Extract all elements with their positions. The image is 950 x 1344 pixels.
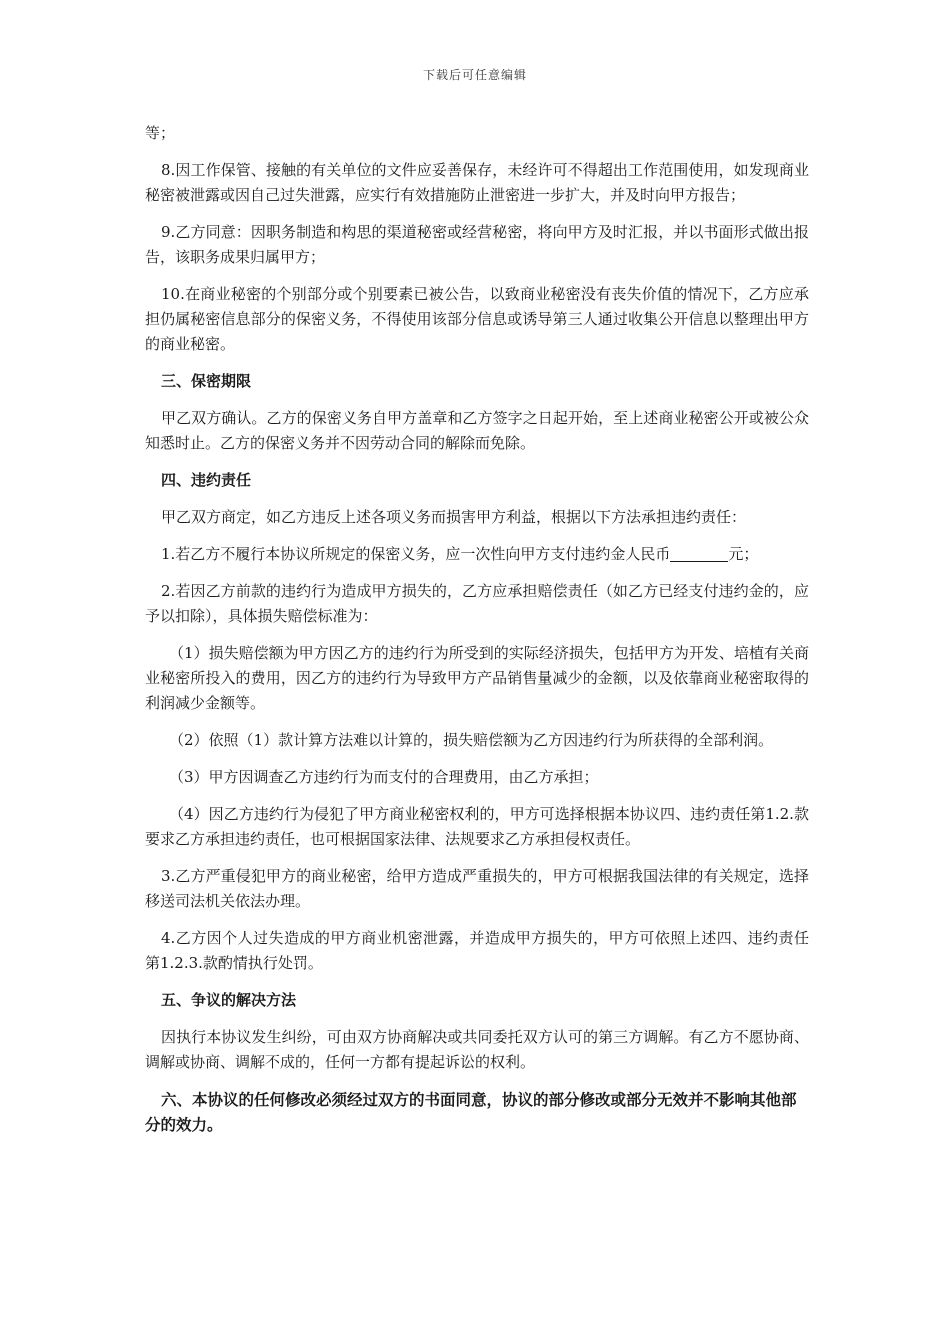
section-heading-confidentiality-period: 三、保密期限 — [161, 372, 252, 390]
document-body — [145, 121, 809, 1149]
breach-item-1-unit: 元； — [728, 545, 759, 563]
section-heading-amendments: 六、本协议的任何修改必须经过双方的书面同意，协议的部分修改或部分无效并不影响其他部分的效力。 — [145, 1090, 797, 1134]
clause-9: 9.乙方同意：因职务制造和构思的渠道秘密或经营秘密，将向甲方及时汇报，并以书面形式做出报告，该职务成果归属甲方； — [145, 223, 809, 266]
clause-8: 8.因工作保管、接触的有关单位的文件应妥善保存，未经许可不得超出工作范围使用，如发现商业秘密被泄露或因自己过失泄露，应实行有效措施防止泄密进一步扩大，并及时向甲方报告； — [145, 161, 809, 204]
breach-item-1 — [145, 542, 809, 567]
section-heading-dispute-resolution: 五、争议的解决方法 — [161, 991, 297, 1009]
breach-item-1-text: 1.若乙方不履行本协议所规定的保密义务，应一次性向甲方支付违约金人民币 — [161, 545, 671, 563]
clause-10: 10.在商业秘密的个别部分或个别要素已被公告，以致商业秘密没有丧失价值的情况下，乙方应承担仍属秘密信息部分的保密义务，不得使用该部分信息或诱导第三人通过收集公开信息以整理出甲方的商业秘密。 — [145, 285, 809, 353]
paragraph-continuation: 等； — [145, 124, 176, 142]
section-heading-breach-liability: 四、违约责任 — [161, 471, 252, 489]
breach-intro: 甲乙双方商定，如乙方违反上述各项义务而损害甲方利益，根据以下方法承担违约责任： — [161, 508, 747, 526]
breach-item-3: 3.乙方严重侵犯甲方的商业秘密，给甲方造成严重损失的，甲方可根据我国法律的有关规定，选择移送司法机关依法办理。 — [145, 867, 809, 910]
compensation-item-4: （4）因乙方违约行为侵犯了甲方商业秘密权利的，甲方可选择根据本协议四、违约责任第1.2.款要求乙方承担违约责任，也可根据国家法律、法规要求乙方承担侵权责任。 — [145, 805, 809, 848]
amount-blank-field — [670, 545, 728, 562]
page-header-note: 下载后可任意编辑 — [422, 68, 527, 82]
compensation-item-2: （2）依照（1）款计算方法难以计算的，损失赔偿额为乙方因违约行为所获得的全部利润。 — [169, 731, 774, 749]
compensation-item-3: （3）甲方因调查乙方违约行为而支付的合理费用，由乙方承担； — [169, 768, 599, 786]
dispute-resolution-text: 因执行本协议发生纠纷，可由双方协商解决或共同委托双方认可的第三方调解。有乙方不愿协商、调解或协商、调解不成的，任何一方都有提起诉讼的权利。 — [145, 1028, 809, 1071]
confidentiality-period-text: 甲乙双方确认。乙方的保密义务自甲方盖章和乙方签字之日起开始，至上述商业秘密公开或被公众知悉时止。乙方的保密义务并不因劳动合同的解除而免除。 — [145, 409, 809, 452]
breach-item-4: 4.乙方因个人过失造成的甲方商业机密泄露，并造成甲方损失的，甲方可依照上述四、违约责任 第1.2.3.款酌情执行处罚。 — [145, 929, 809, 972]
breach-item-2: 2.若因乙方前款的违约行为造成甲方损失的，乙方应承担赔偿责任（如乙方已经支付违约金的，应予以扣除），具体损失赔偿标准为： — [145, 582, 809, 625]
compensation-item-1: （1）损失赔偿额为甲方因乙方的违约行为所受到的实际经济损失，包括甲方为开发、培植有关商业秘密所投入的费用，因乙方的违约行为导致甲方产品销售量减少的金额，以及依靠商业秘密取得的利润减少金额等。 — [145, 644, 809, 712]
